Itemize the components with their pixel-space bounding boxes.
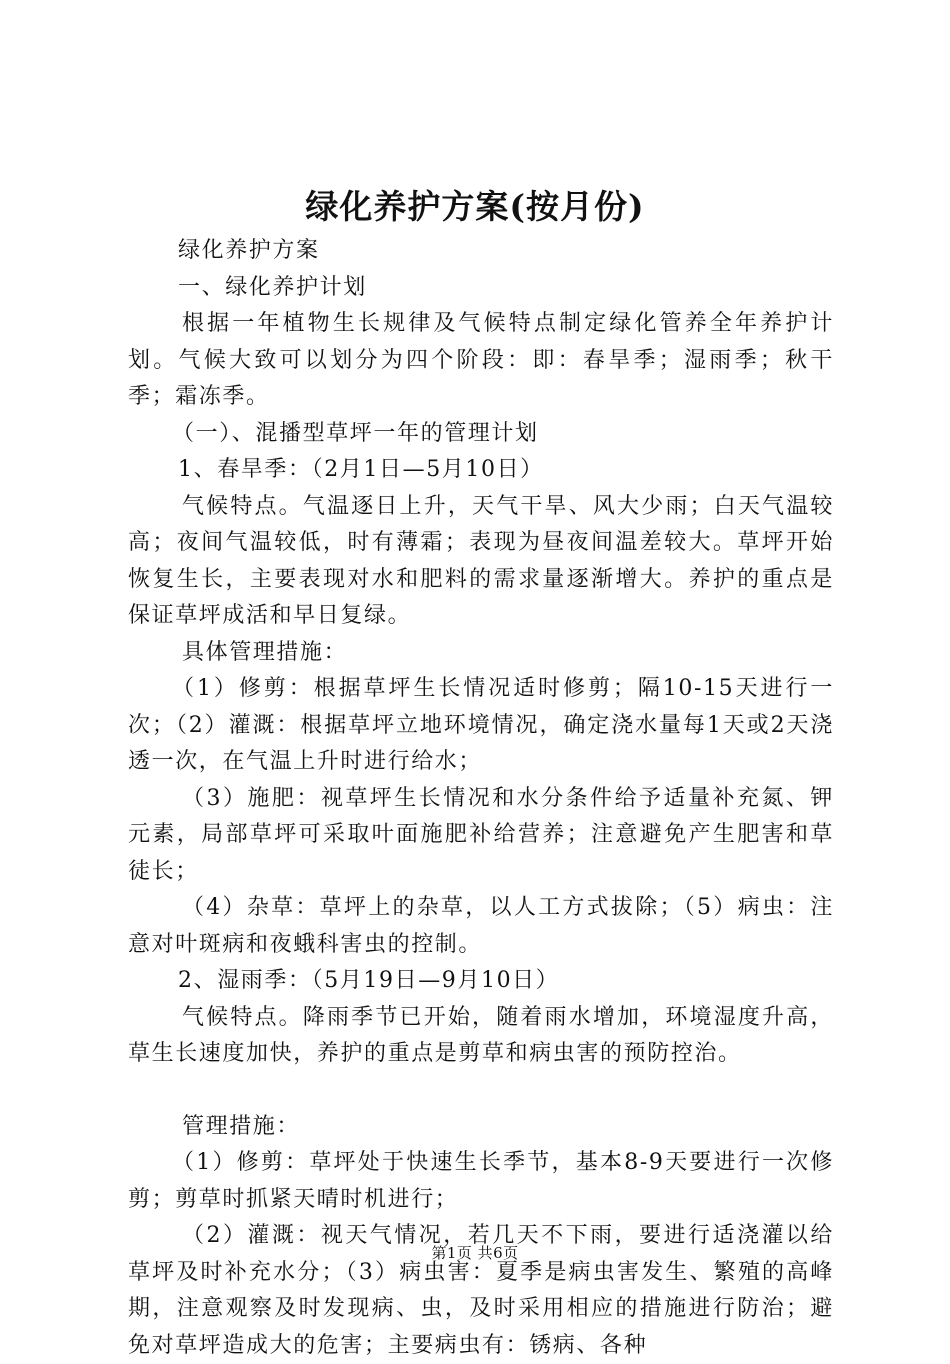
paragraph-pruning-irrigation: （1）修剪：根据草坪生长情况适时修剪；隔10-15天进行一次；（2）灌溉：根据草坪立地环境情况，确定浇水量每1天或2天浇透一次，在气温上升时进行给水； — [128, 676, 834, 774]
document-title: 绿化养护方案(按月份) — [305, 187, 645, 226]
paragraph-subsection-one: （一）、混播型草坪一年的管理计划 — [172, 420, 539, 446]
paragraph-intro: 根据一年植物生长规律及气候特点制定绿化管养全年养护计划。气候大致可以划分为四个阶段：即：春旱季；湿雨季；秋干季；霜冻季。 — [128, 311, 834, 409]
paragraph-wet-rainy-season: 2、湿雨季：（5月19日—9月10日） — [178, 968, 560, 993]
paragraph-spring-dry-season: 1、春旱季：（2月1日—5月10日） — [178, 457, 544, 482]
paragraph-rainy-pruning: （1）修剪：草坪处于快速生长季节，基本8-9天要进行一次修剪；剪草时抓紧天晴时机进行； — [128, 1150, 834, 1212]
paragraph-section-one: 一、绿化养护计划 — [178, 274, 367, 300]
paragraph-fertilizing: （3）施肥：视草坪生长情况和水分条件给予适量补充氮、钾元素，局部草坪可采取叶面施肥补给营养；注意避免产生肥害和草徒长； — [128, 785, 834, 884]
paragraph-management-measures: 管理措施： — [182, 1113, 301, 1139]
paragraph-weeds-pests: （4）杂草：草坪上的杂草，以人工方式拔除；（5）病虫：注意对叶斑病和夜蛾科害虫的控制。 — [128, 895, 834, 957]
paragraph-plan-heading: 绿化养护方案 — [178, 238, 320, 263]
page-number-footer: 第1页 共6页 — [431, 1244, 519, 1262]
paragraph-rainy-climate: 气候特点。降雨季节已开始，随着雨水增加，环境湿度升高，草生长速度加快，养护的重点是剪草和病虫害的预防控治。 — [128, 1004, 834, 1066]
document-body — [128, 233, 834, 1364]
paragraph-spring-climate: 气候特点。气温逐日上升，天气干旱、风大少雨；白天气温较高；夜间气温较低，时有薄霜；表现为昼夜间温差较大。草坪开始恢复生长，主要表现对水和肥料的需求量逐渐增大。养护的重点是保证草坪成活和早日复绿。 — [128, 493, 834, 628]
paragraph-rainy-irrigation-pests: （2）灌溉：视天气情况，若几天不下雨，要进行适浇灌以给草坪及时补充水分；（3）病虫害：夏季是病虫害发生、繁殖的高峰期，注意观察及时发现病、虫，及时采用相应的措施进行防治；避免对草坪造成大的危害；主要病虫有：锈病、各种 — [128, 1223, 834, 1358]
paragraph-specific-measures: 具体管理措施： — [182, 639, 348, 665]
